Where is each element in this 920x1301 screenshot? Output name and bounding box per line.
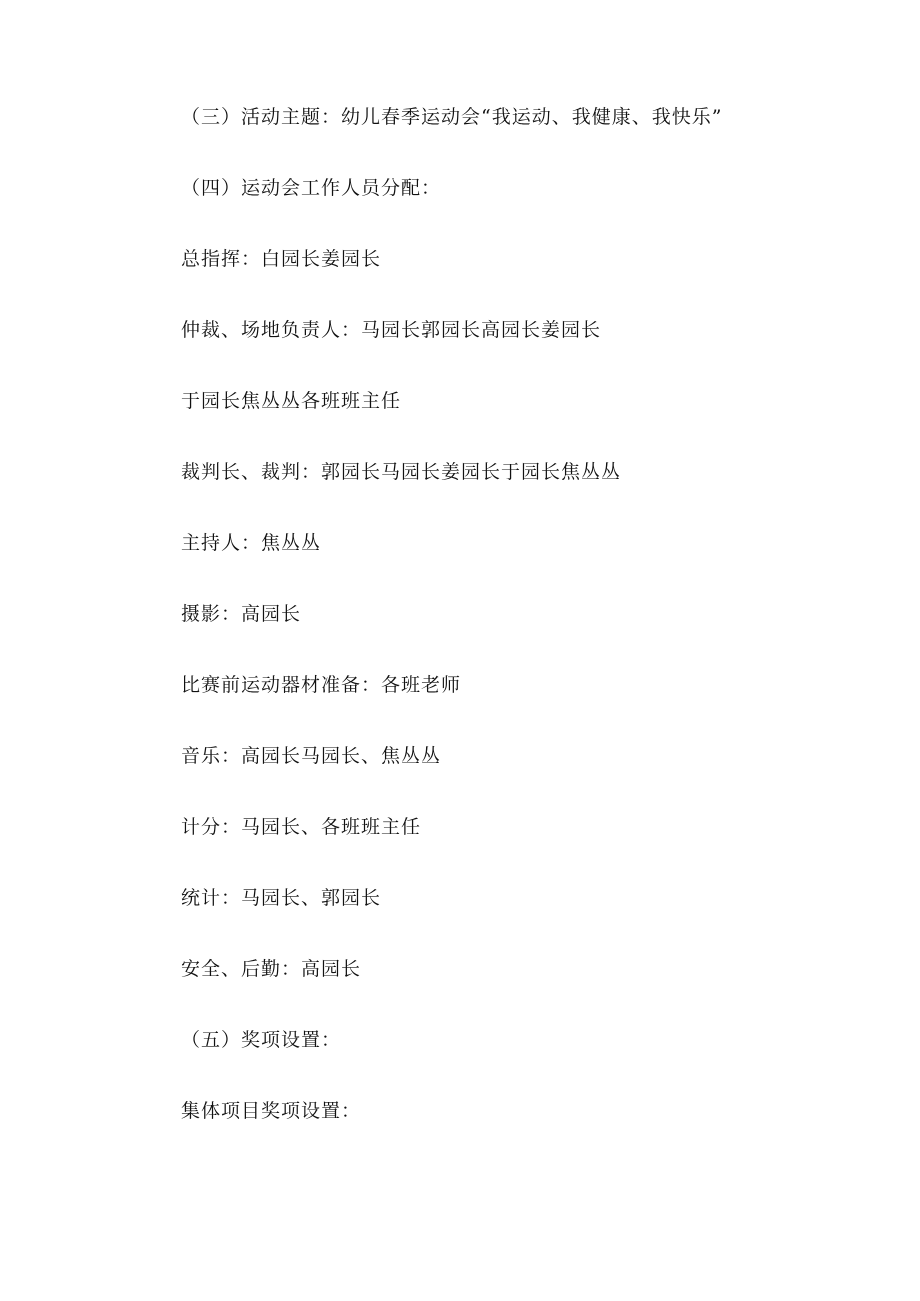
staff-statistics: 统计：马园长、郭园长 xyxy=(181,887,382,909)
group-awards-heading: 集体项目奖项设置： xyxy=(181,1100,362,1122)
section-heading-awards: （五）奖项设置： xyxy=(181,1029,342,1051)
staff-equipment: 比赛前运动器材准备：各班老师 xyxy=(181,674,462,696)
staff-scoring: 计分：马园长、各班班主任 xyxy=(181,816,422,838)
staff-referees: 裁判长、裁判：郭园长马园长姜园长于园长焦丛丛 xyxy=(181,461,622,483)
staff-arbitration: 仲裁、场地负责人：马园长郭园长高园长姜园长 xyxy=(181,319,602,341)
section-heading-theme: （三）活动主题：幼儿春季运动会“我运动、我健康、我快乐” xyxy=(181,106,723,128)
staff-commander: 总指挥：白园长姜园长 xyxy=(181,248,382,270)
section-heading-staff: （四）运动会工作人员分配： xyxy=(181,177,442,199)
staff-host: 主持人：焦丛丛 xyxy=(181,532,322,554)
staff-safety-logistics: 安全、后勤：高园长 xyxy=(181,958,362,980)
staff-arbitration-continued: 于园长焦丛丛各班班主任 xyxy=(181,390,402,412)
staff-music: 音乐：高园长马园长、焦丛丛 xyxy=(181,745,442,767)
staff-photography: 摄影：高园长 xyxy=(181,603,302,625)
